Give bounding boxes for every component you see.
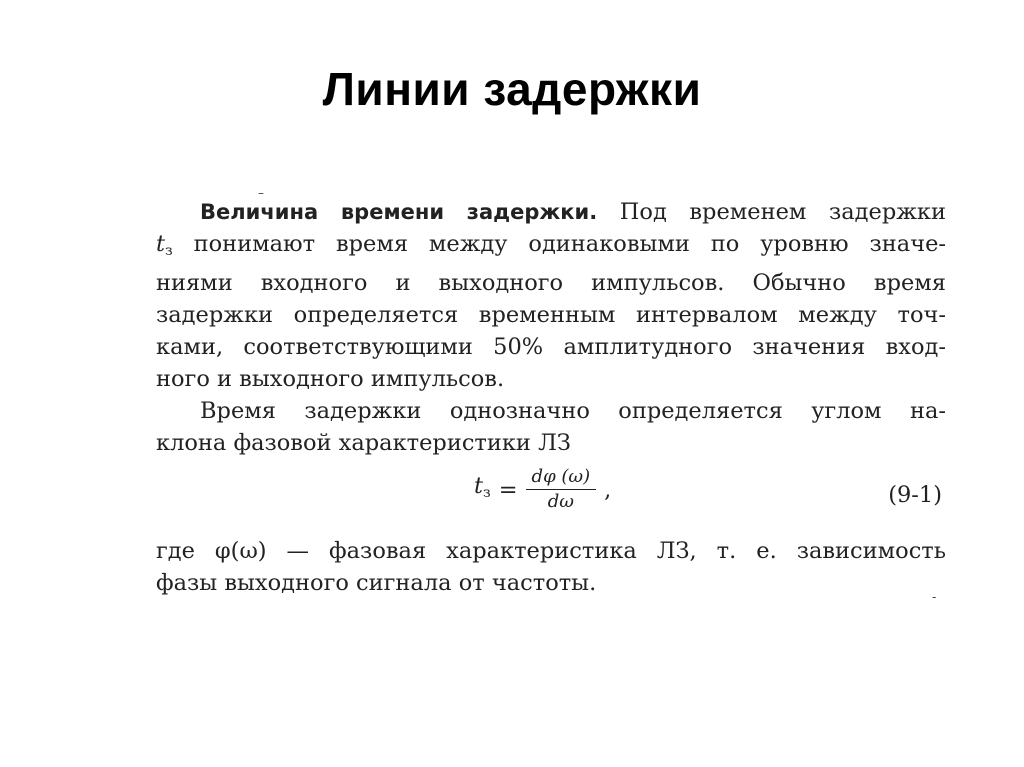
- paragraph1-text: понимают время между одинаковыми по уровню значе-: [172, 231, 946, 257]
- scan-mark: –: [258, 186, 264, 200]
- paragraph1-line-6: ного и выходного импульсов.: [156, 366, 505, 392]
- paragraph3-line-2: фазы выходного сигнала от частоты.: [156, 570, 597, 596]
- scanned-text-excerpt: [156, 196, 946, 599]
- scan-mark: -: [932, 590, 937, 604]
- paragraph1-line-5: ками, соответствующими 50% амплитудного значения вход-: [156, 334, 946, 360]
- formula-fraction: [526, 465, 597, 514]
- formula: [474, 465, 611, 514]
- paragraph1-line-3: ниями входного и выходного импульсов. Обычно время: [156, 270, 946, 296]
- formula-comma: ,: [604, 476, 612, 503]
- formula-lhs-t: t: [474, 473, 484, 499]
- symbol-sub: з: [165, 243, 173, 259]
- paragraph3-line-1: где φ(ω) — фазовая характеристика ЛЗ, т. е. зависимость: [156, 538, 946, 564]
- formula-lhs: [474, 470, 491, 509]
- symbol-t: t: [156, 231, 166, 257]
- formula-denominator: dω: [547, 491, 574, 512]
- paragraph1-line-4: задержки определяется временным интервалом между точ-: [156, 302, 946, 328]
- paragraph1-line-1: [156, 196, 946, 228]
- paragraph1-text: Под временем задержки: [597, 199, 946, 225]
- formula-lhs-sub: з: [483, 485, 491, 501]
- paragraph2-line-1: Время задержки однозначно определяется углом на-: [200, 398, 946, 424]
- paragraph2-line-2: клона фазовой характеристики ЛЗ: [156, 430, 571, 456]
- formula-row: [156, 463, 946, 529]
- slide-title: Линии задержки: [322, 63, 702, 115]
- paragraph1-lead: Величина времени задержки.: [200, 200, 598, 224]
- formula-numerator: dφ (ω): [526, 465, 597, 490]
- paragraph1-line-2: [156, 228, 946, 267]
- equation-number: (9-1): [888, 482, 942, 508]
- formula-equals: =: [498, 476, 518, 503]
